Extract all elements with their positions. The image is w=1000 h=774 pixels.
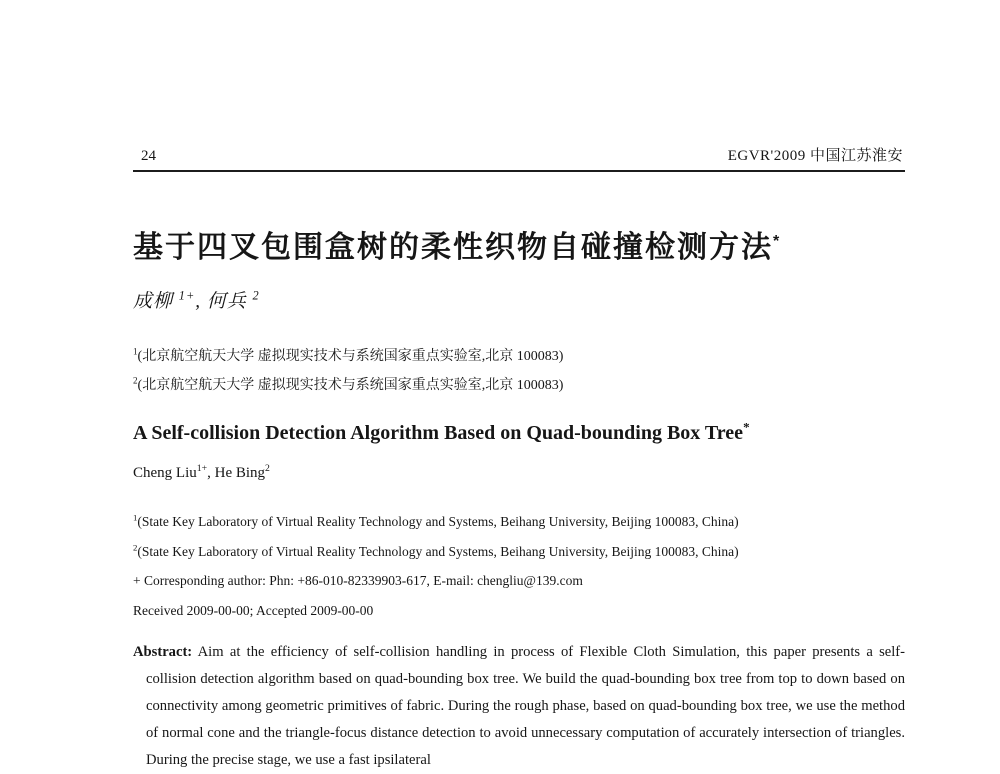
author-zh-1: 成柳 — [133, 291, 174, 312]
author-en-1: Cheng Liu — [133, 465, 197, 481]
affiliation-en-1 — [133, 507, 905, 537]
title-chinese-text: 基于四叉包围盒树的柔性织物自碰撞检测方法 — [133, 231, 773, 264]
author-zh-2-sup: 2 — [252, 288, 260, 303]
received-accepted-note: Received 2009-00-00; Accepted 2009-00-00 — [133, 602, 374, 618]
conference-header: EGVR'2009 中国江苏淮安 — [727, 148, 903, 164]
affiliation-en-2 — [133, 537, 905, 567]
affiliations-chinese — [133, 342, 905, 400]
page-header — [133, 146, 905, 165]
author-en-2-sup: 2 — [265, 463, 270, 474]
affiliation-en-1-sup: 1 — [133, 512, 138, 523]
authors-english — [133, 465, 905, 485]
author-en-1-sup: 1+ — [196, 463, 208, 474]
title-english-footnote-mark: * — [743, 419, 750, 435]
page-number: 24 — [141, 148, 156, 164]
authors-en-separator: , — [207, 465, 215, 481]
affiliation-en-1-text: (State Key Laboratory of Virtual Reality Technology and Systems, Beihang University, Beijing 100083, China) — [137, 514, 739, 529]
abstract-text: Aim at the efficiency of self-collision handling in process of Flexible Cloth Simulation, this paper presents a self-collision detection algorithm based on quad-bounding box tree. We build the quad-bounding box tree from top to down based on connectivity among geometric primitives of fabric. During the rough phase, based on quad-bounding box tree, we use the method of normal cone and the triangle-focus distance detection to avoid unnecessary computation of accurately intersection of triangles. During the precise stage, we use a fast ipsilateral — [146, 644, 905, 768]
title-english — [133, 419, 905, 447]
paper-page — [133, 0, 905, 774]
title-chinese — [133, 222, 905, 262]
author-zh-2: 何兵 — [206, 291, 247, 312]
corresponding-author-note: + Corresponding author: Phn: +86-010-82339903-617, E-mail: chengliu@139.com — [133, 573, 583, 588]
affiliation-zh-1-text: (北京航空航天大学 虚拟现实技术与系统国家重点实验室,北京 100083) — [137, 349, 564, 364]
abstract-label: Abstract: — [133, 644, 193, 660]
affiliation-zh-2 — [133, 371, 905, 400]
author-zh-1-sup: 1+ — [178, 288, 196, 303]
title-chinese-footnote-mark: * — [773, 233, 782, 250]
affiliation-zh-1-sup: 1 — [133, 346, 138, 357]
affiliation-zh-1 — [133, 342, 905, 371]
abstract-paragraph — [133, 639, 905, 774]
affiliation-en-2-sup: 2 — [133, 542, 138, 552]
affiliation-en-2-text: (State Key Laboratory of Virtual Reality Technology and Systems, Beihang University, Beijing 100083, China) — [137, 543, 739, 559]
authors-zh-separator: , — [195, 291, 207, 312]
title-english-text: A Self-collision Detection Algorithm Based on Quad-bounding Box Tree — [133, 422, 744, 444]
author-en-2: He Bing — [214, 465, 266, 481]
paper-meta — [133, 507, 905, 625]
authors-chinese — [133, 286, 905, 310]
affiliation-zh-2-sup: 2 — [133, 375, 138, 386]
header-rule — [133, 170, 905, 172]
affiliation-zh-2-text: (北京航空航天大学 虚拟现实技术与系统国家重点实验室,北京 100083) — [137, 378, 564, 393]
